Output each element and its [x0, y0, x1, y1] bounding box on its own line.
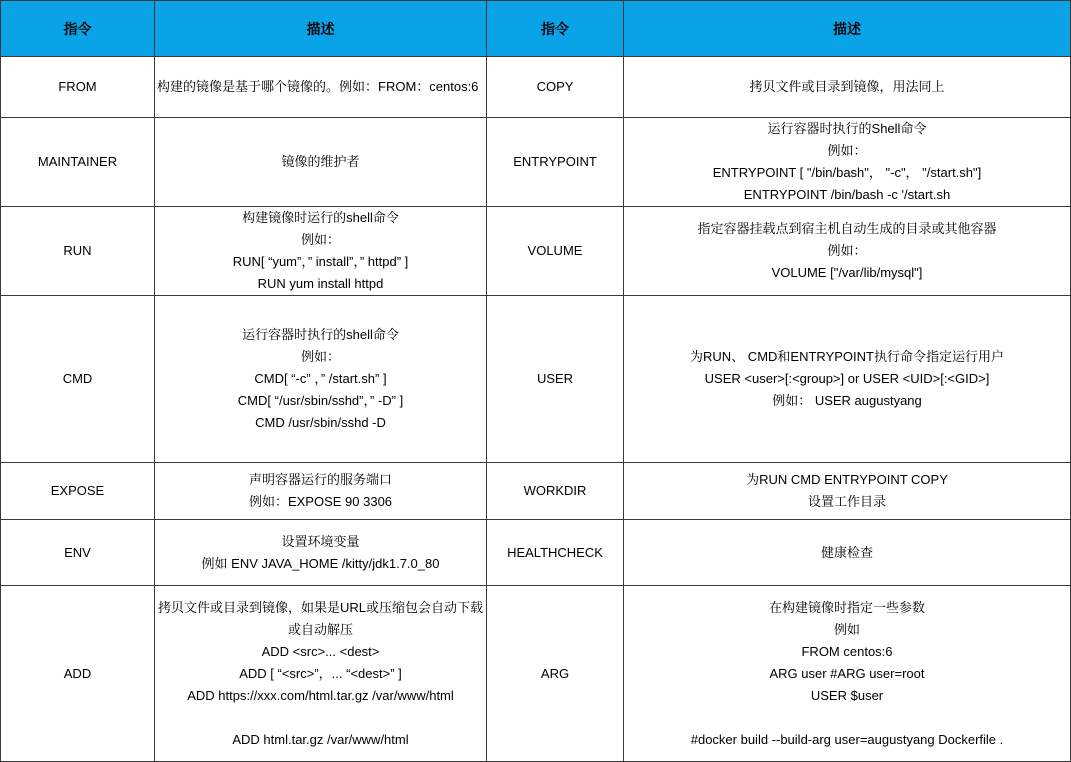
- description-line: 例如：EXPOSE 90 3306: [248, 494, 393, 509]
- description-line: 例如：: [300, 232, 340, 247]
- description-cell: [624, 57, 1071, 118]
- description-line: 设置环境变量: [281, 533, 360, 549]
- description-line: USER <user>[:<group>] or USER <UID>[:<GID>]: [704, 371, 990, 386]
- description-cell: [624, 296, 1071, 463]
- description-cell: [624, 207, 1071, 296]
- description-line: 拷贝文件或目录到镜像，用法同上: [749, 79, 945, 94]
- table-row: [1, 520, 1071, 586]
- instruction-cell: ADD: [1, 586, 155, 762]
- description-line: [157, 707, 484, 729]
- description-line: 设置工作目录: [807, 494, 886, 509]
- description-line: 例如：: [300, 349, 340, 364]
- instruction-cell: ARG: [487, 586, 624, 762]
- description-line: ADD html.tar.gz /var/www/html: [232, 731, 409, 747]
- description-line: FROM centos:6: [801, 643, 893, 659]
- table-row: [1, 118, 1071, 207]
- instruction-cell: MAINTAINER: [1, 118, 155, 207]
- description-line: ADD <src>... <dest>: [261, 643, 380, 659]
- instruction-cell: RUN: [1, 207, 155, 296]
- description-cell: [155, 118, 487, 207]
- instruction-cell: HEALTHCHECK: [487, 520, 624, 586]
- description-line: 例如：: [827, 243, 867, 258]
- description-line: 运行容器时执行的shell命令: [242, 327, 399, 342]
- description-line: 例如 ENV JAVA_HOME /kitty/jdk1.7.0_80: [201, 555, 440, 571]
- instruction-cell: CMD: [1, 296, 155, 463]
- description-line: ARG user #ARG user=root: [769, 665, 925, 681]
- description-line: ADD [ “<src>”，... “<dest>” ]: [239, 665, 402, 681]
- table-row: [1, 463, 1071, 520]
- description-line: USER $user: [810, 687, 884, 703]
- description-line: CMD[ “-c” ，” /start.sh” ]: [254, 371, 387, 386]
- description-line: [626, 707, 1068, 729]
- header-row: [1, 1, 1071, 57]
- description-line: #docker build --build-arg user=augustyang Dockerfile .: [690, 731, 1004, 747]
- description-line: RUN[ “yum”，” install”，” httpd” ]: [232, 254, 409, 269]
- description-cell: [155, 463, 487, 520]
- description-line: 为RUN CMD ENTRYPOINT COPY: [746, 472, 948, 487]
- instruction-cell: FROM: [1, 57, 155, 118]
- description-line: 为RUN、 CMD和ENTRYPOINT执行命令指定运行用户: [690, 349, 1004, 364]
- description-line: 声明容器运行的服务端口: [248, 472, 392, 487]
- description-line: ADD https://xxx.com/html.tar.gz /var/www/html: [187, 687, 454, 703]
- table-row: [1, 57, 1071, 118]
- description-line: 在构建镜像时指定一些参数: [768, 599, 925, 615]
- instruction-cell: VOLUME: [487, 207, 624, 296]
- header-description-left: 描述: [155, 1, 487, 57]
- description-line: 健康检查: [820, 544, 873, 560]
- description-cell: [624, 118, 1071, 207]
- instruction-cell: USER: [487, 296, 624, 463]
- description-line: RUN yum install httpd: [257, 276, 384, 291]
- description-line: CMD[ “/usr/sbin/sshd”，” -D” ]: [237, 393, 404, 408]
- description-line: CMD /usr/sbin/sshd -D: [255, 415, 386, 430]
- description-line: 构建镜像时运行的shell命令: [242, 210, 399, 225]
- description-cell: [155, 57, 487, 118]
- description-cell: [155, 296, 487, 463]
- description-line: 运行容器时执行的Shell命令: [767, 121, 927, 136]
- table-body: [1, 57, 1071, 762]
- description-line: 构建的镜像是基于哪个镜像的。例如：FROM：centos:6: [157, 79, 479, 94]
- table-row: [1, 586, 1071, 762]
- header-instruction-right: 指令: [487, 1, 624, 57]
- description-line: VOLUME ["/var/lib/mysql"]: [771, 265, 923, 280]
- header-description-right: 描述: [624, 1, 1071, 57]
- description-cell: [624, 463, 1071, 520]
- instruction-cell: WORKDIR: [487, 463, 624, 520]
- header-instruction-left: 指令: [1, 1, 155, 57]
- description-line: 例如：: [827, 143, 867, 158]
- description-line: 或自动解压: [287, 621, 353, 637]
- description-line: 例如： USER augustyang: [772, 393, 922, 408]
- table-row: [1, 296, 1071, 463]
- description-cell: [624, 520, 1071, 586]
- description-line: 拷贝文件或目录到镜像，如果是URL或压缩包会自动下载: [157, 599, 483, 615]
- description-cell: [155, 207, 487, 296]
- instruction-cell: EXPOSE: [1, 463, 155, 520]
- description-line: 例如: [833, 621, 860, 637]
- description-cell: [155, 520, 487, 586]
- description-line: ENTRYPOINT [ "/bin/bash"， "-c"， "/start.sh"]: [712, 165, 982, 180]
- description-cell: [624, 586, 1071, 762]
- description-line: 指定容器挂载点到宿主机自动生成的目录或其他容器: [697, 221, 997, 236]
- description-line: ENTRYPOINT /bin/bash -c '/start.sh: [743, 187, 951, 202]
- description-line: 镜像的维护者: [281, 154, 360, 169]
- description-cell: [155, 586, 487, 762]
- instruction-cell: ENTRYPOINT: [487, 118, 624, 207]
- table-row: [1, 207, 1071, 296]
- instruction-cell: COPY: [487, 57, 624, 118]
- instruction-cell: ENV: [1, 520, 155, 586]
